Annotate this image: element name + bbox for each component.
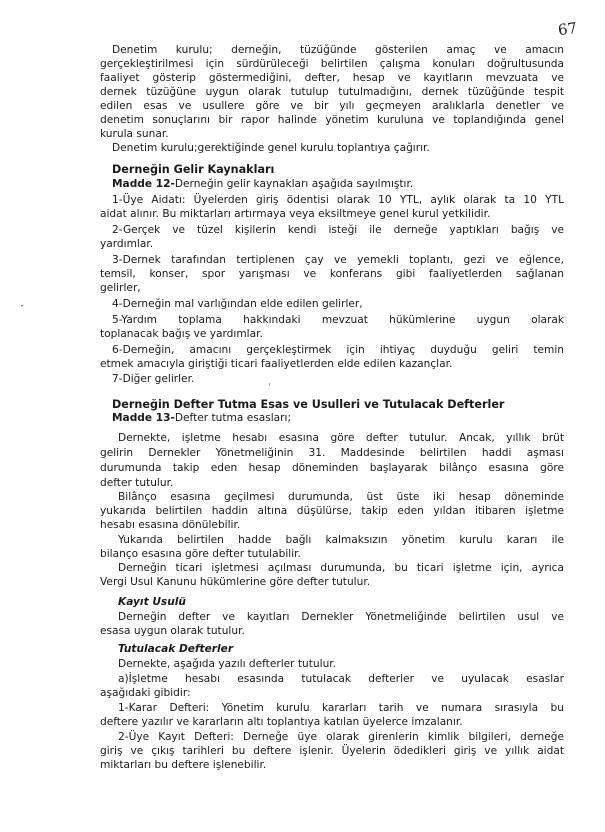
scan-mark: ˌ bbox=[268, 377, 271, 387]
text-line: edilen esas ve usullere göre ve bir yılı geçmeyen aralıklarla denetler ve bbox=[100, 100, 564, 112]
section-heading: Derneğin Defter Tutma Esas ve Usulleri ve Tutulacak Defterler bbox=[112, 398, 505, 411]
text-line: hesabı esasına dönülebilir. bbox=[100, 519, 241, 531]
text-line: gelirin Dernekler Yönetmeliğinin 31. Maddesinde belirtilen haddi aşması bbox=[100, 447, 564, 459]
page-number: 67 bbox=[556, 18, 579, 40]
article-label: Madde 12- bbox=[112, 178, 175, 190]
text-line: esasa uygun olarak tutulur. bbox=[100, 625, 245, 637]
text-line: yardımlar. bbox=[100, 238, 154, 250]
text-line bbox=[112, 412, 291, 425]
text-line: miktarları bu deftere işlenebilir. bbox=[100, 759, 267, 771]
text-line: Derneğin ticari işletmesi açılması durumunda, bu ticari işletme için, ayrıca bbox=[118, 562, 564, 574]
text-line: aşağıdaki gibidir: bbox=[100, 687, 191, 699]
text-line: 3-Dernek tarafından tertiplenen çay ve yemekli toplantı, gezi ve eğlence, bbox=[112, 254, 564, 266]
scan-mark: ˇ bbox=[20, 305, 25, 315]
text-line: yukarıda belirtilen haddin altına düşülürse, takip eden yıldan itibaren işletme bbox=[100, 505, 564, 517]
text-line: dernek tüzüğüne uygun olarak tutulup tutulmadığını, dernek tüzüğünde tespit bbox=[100, 86, 564, 98]
text-line: Dernekte, aşağıda yazılı defterler tutulur. bbox=[118, 658, 337, 670]
text-line: Derneğin defter ve kayıtları Dernekler Yönetmeliğinde belirtilen usul ve bbox=[118, 611, 564, 623]
text-line: bilanço esasına göre defter tutulabilir. bbox=[100, 548, 301, 560]
text-line: gerçekleştirilmesi için sürdürüleceği belirtilen çalışma konuları doğrultusunda bbox=[100, 58, 564, 70]
text-line: temsil, konser, spor yarışması ve konferans gibi faaliyetlerden sağlanan bbox=[100, 268, 564, 280]
text-line bbox=[112, 178, 413, 191]
text-line: 1-Üye Aidatı: Üyelerden giriş ödentisi olarak 10 YTL, aylık olarak ta 10 YTL bbox=[112, 194, 564, 206]
text-line: 2-Üye Kayıt Defteri: Derneğe üye olarak girenlerin kimlik bilgileri, derneğe bbox=[118, 731, 564, 743]
text-line: aidat alınır. Bu miktarları artırmaya veya eksiltmeye genel kurul yetkilidir. bbox=[100, 208, 491, 220]
text-line: Denetim kurulu;gerektiğinde genel kurulu toplantıya çağırır. bbox=[112, 142, 430, 154]
section-heading: Derneğin Gelir Kaynakları bbox=[112, 163, 275, 176]
subheading: Kayıt Usulü bbox=[118, 596, 186, 608]
text-line: toplanacak bağış ve yardımlar. bbox=[100, 328, 263, 340]
subheading: Tutulacak Defterler bbox=[118, 643, 234, 655]
text-line: 5-Yardım toplama hakkındaki mevzuat hükümlerine uygun olarak bbox=[112, 314, 564, 326]
text-line: etmek amacıyla giriştiği ticari faaliyetlerden elde edilen kazançlar. bbox=[100, 358, 453, 370]
text-line: Denetim kurulu; derneğin, tüzüğünde gösterilen amaç ve amacın bbox=[112, 44, 564, 56]
text-line: giriş ve çıkış tarihleri bu deftere işlenir. Üyelerin ödedikleri giriş ve yıllık aidat bbox=[100, 745, 564, 757]
text-line: 7-Diğer gelirler. bbox=[112, 373, 195, 385]
text-line: Vergi Usul Kanunu hükümlerine göre defter tutulur. bbox=[100, 576, 371, 588]
article-label: Madde 13- bbox=[112, 412, 175, 424]
text-line: 6-Derneğin, amacını gerçekleştirmek için ihtiyaç duyduğu geliri temin bbox=[112, 344, 564, 356]
text-line: kurula sunar. bbox=[100, 128, 169, 140]
article-text: Defter tutma esasları; bbox=[174, 412, 292, 424]
text-line: deftere yazılır ve kararların altı toplantıya katılan üyelerce imzalanır. bbox=[100, 716, 463, 728]
text-line: Bilânço esasına geçilmesi durumunda, üst üste iki hesap döneminde bbox=[118, 491, 564, 503]
text-line: defter tutulur. bbox=[100, 477, 174, 489]
text-line: a)İşletme hesabı esasında tutulacak defterler ve uyulacak esaslar bbox=[118, 673, 564, 685]
text-line: gelirler, bbox=[100, 282, 141, 294]
text-line: Dernekte, işletme hesabı esasına göre defter tutulur. Ancak, yıllık brüt bbox=[118, 432, 564, 444]
text-line: Yukarıda belirtilen hadde bağlı kalmaksızın yönetim kurulu kararı ile bbox=[118, 534, 564, 546]
article-text: Derneğin gelir kaynakları aşağıda sayılmıştır. bbox=[174, 178, 414, 190]
text-line: 2-Gerçek ve tüzel kişilerin kendi isteği ile derneğe yaptıkları bağış ve bbox=[112, 224, 564, 236]
text-line: faaliyet gösterip göstermediğini, defter, hesap ve kayıtların mevzuata ve bbox=[100, 72, 564, 84]
text-line: denetim sonuçlarını bir rapor halinde yönetim kuruluna ve toplandığında genel bbox=[100, 114, 564, 126]
text-line: durumunda takip eden hesap döneminden başlayarak bilânço esasına göre bbox=[100, 462, 564, 474]
text-line: 4-Derneğin mal varlığından elde edilen gelirler, bbox=[112, 298, 363, 310]
text-line: 1-Karar Defteri: Yönetim kurulu kararları tarih ve numara sırasıyla bu bbox=[118, 702, 564, 714]
